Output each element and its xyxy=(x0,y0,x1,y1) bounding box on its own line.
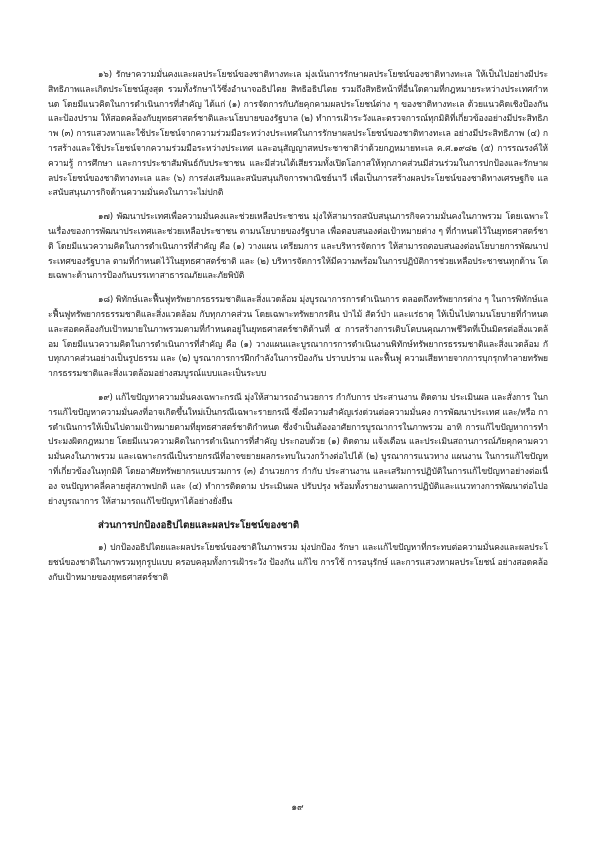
paragraph-18: ๑๘) พิทักษ์และฟื้นฟูทรัพยากรธรรมชาติและสิ่งแวดล้อม มุ่งบูรณาการการดำเนินการ ตลอดถึงทรัพยากรต่าง ๆ ในการพิทักษ์และฟื้นฟูทรัพยากรธรรมชาติและสิ่งแวดล้อม กับทุกภาคส่วน โดยเฉพาะทรัพยากรดิน ป่าไม้ สัตว์ป่า และแร่ธาตุ ให้เป็นไปตามนโยบายที่กำหนด และสอดคล้องกับเป้าหมายในภาพรวมตามที่กำหนดอยู่ในยุทธศาสตร์ชาติด้านที่ ๕ การสร้างการเติบโตบนคุณภาพชีวิตที่เป็นมิตรต่อสิ่งแวดล้อม โดยมีแนวความคิดในการดำเนินการที่สำคัญ คือ (๑) วางแผนและบูรณาการการดำเนินงานพิทักษ์ทรัพยากรธรรมชาติและสิ่งแวดล้อม กับทุกภาคส่วนอย่างเป็นรูปธรรม และ (๒) บูรณาการการฝึกกำลังในการป้องกัน ปราบปราม และฟื้นฟู ความเสียหายจากการบุกรุกทำลายทรัพยากรธรรมชาติและสิ่งแวดล้อมอย่างสมบูรณ์แบบและเป็นระบบ xyxy=(48,295,548,380)
paragraph-section-1: ๑) ปกป้องอธิปไตยและผลประโยชน์ของชาติในภาพรวม มุ่งปกป้อง รักษา และแก้ไขปัญหาที่กระทบต่อความมั่นคงและผลประโยชน์ของชาติในภาพรวมทุกรูปแบบ ครอบคลุมทั้งการเฝ้าระวัง ป้องกัน แก้ไข การใช้ การอนุรักษ์ และการแสวงหาผลประโยชน์ อย่างสอดคล้องกับเป้าหมายของยุทธศาสตร์ชาติ xyxy=(48,543,548,583)
paragraph-19: ๑๙) แก้ไขปัญหาความมั่นคงเฉพาะกรณี มุ่งให้สามารถอำนวยการ กำกับการ ประสานงาน ติดตาม ประเมินผล และสั่งการ ในการแก้ไขปัญหาความมั่นคงที่อาจเกิดขึ้นใหม่เป็นกรณีเฉพาะรายกรณี ซึ่งมีความสำคัญเร่งด่วนต่อความมั่นคง การพัฒนาประเทศ และ/หรือ การดำเนินการให้เป็นไปตามเป้าหมายตามที่ยุทธศาสตร์ชาติกำหนด ซึ่งจำเป็นต้องอาศัยการบูรณาการในภาพรวม อาทิ การแก้ไขปัญหาการทำประมงผิดกฎหมาย โดยมีแนวความคิดในการดำเนินการที่สำคัญ ประกอบด้วย (๑) ติดตาม แจ้งเตือน และประเมินสถานการณ์ภัยคุกคามความมั่นคงในภาพรวม และเฉพาะกรณีเป็นรายกรณีที่อาจขยายผลกระทบในวงกว้างต่อไปได้ (๒) บูรณาการแนวทาง แผนงาน ในการแก้ไขปัญหาที่เกี่ยวข้องในทุกมิติ โดยอาศัยทรัพยากรแบบรวมการ (๓) อำนวยการ กำกับ ประสานงาน และเสริมการปฏิบัติในการแก้ไขปัญหาอย่างต่อเนื่อง จนปัญหาคลี่คลายสู่สภาพปกติ และ (๔) ทำการติดตาม ประเมินผล ปรับปรุง พร้อมทั้งรายงานผลการปฏิบัติและแนวทางการพัฒนาต่อไปอย่างบูรณาการ ให้สามารถแก้ไขปัญหาได้อย่างยั่งยืน xyxy=(48,392,548,507)
section-heading: ส่วนการปกป้องอธิปไตยและผลประโยชน์ของชาติ xyxy=(98,520,300,532)
page-body xyxy=(48,68,548,595)
page-number: ๑๙ xyxy=(291,803,304,813)
paragraph-17: ๑๗) พัฒนาประเทศเพื่อความมั่นคงและช่วยเหลือประชาชน มุ่งให้สามารถสนับสนุนภารกิจความมั่นคงในภาพรวม โดยเฉพาะในเรื่องของการพัฒนาประเทศและช่วยเหลือประชาชน ตามนโยบายของรัฐบาล เพื่อตอบสนองต่อเป้าหมายต่าง ๆ ที่กำหนดไว้ในยุทธศาสตร์ชาติ โดยมีแนวความคิดในการดำเนินการที่สำคัญ คือ (๑) วางแผน เตรียมการ และบริหารจัดการ ให้สามารถตอบสนองต่อนโยบายการพัฒนาประเทศของรัฐบาล ตามที่กำหนดไว้ในยุทธศาสตร์ชาติ และ (๒) บริหารจัดการให้มีความพร้อมในการปฏิบัติการช่วยเหลือประชาชนทุกด้าน โดยเฉพาะด้านการป้องกันบรรเทาสาธารณภัยและภัยพิบัติ xyxy=(48,212,548,282)
paragraph-16: ๑๖) รักษาความมั่นคงและผลประโยชน์ของชาติทางทะเล มุ่งเน้นการรักษาผลประโยชน์ของชาติทางทะเล ให้เป็นไปอย่างมีประสิทธิภาพและเกิดประโยชน์สูงสุด รวมทั้งรักษาไว้ซึ่งอำนาจอธิปไตย สิทธิอธิปไตย รวมถึงสิทธิหน้าที่อื่นใดตามที่กฎหมายระหว่างประเทศกำหนด โดยมีแนวคิดในการดำเนินการที่สำคัญ ได้แก่ (๑) การจัดการกับภัยคุกคามผลประโยชน์ต่าง ๆ ของชาติทางทะเล ด้วยแนวคิดเชิงป้องกันและป้องปราม ให้สอดคล้องกับยุทธศาสตร์ชาติและนโยบายของรัฐบาล (๒) ทำการเฝ้าระวังและตรวจการณ์ทุกมิติที่เกี่ยวข้องอย่างมีประสิทธิภาพ (๓) การแสวงหาและใช้ประโยชน์จากความร่วมมือระหว่างประเทศในการรักษาผลประโยชน์ของชาติทางทะเล อย่างมีประสิทธิภาพ (๔) การสร้างและใช้ประโยชน์จากความร่วมมือระหว่างประเทศ และอนุสัญญาสหประชาชาติว่าด้วยกฎหมายทะเล ค.ศ.๑๙๘๒ (๕) การรณรงค์ให้ความรู้ การศึกษา และการประชาสัมพันธ์กับประชาชน และมีส่วนได้เสียรวมทั้งเปิดโอกาสให้ทุกภาคส่วนมีส่วนร่วมในการปกป้องและรักษาผลประโยชน์ของชาติทางทะเล และ (๖) การส่งเสริมและสนับสนุนกิจการพาณิชย์นาวี เพื่อเป็นการสร้างผลประโยชน์ของชาติทางเศรษฐกิจ และสนับสนุนภารกิจด้านความมั่นคงในภาวะไม่ปกติ xyxy=(48,70,548,199)
